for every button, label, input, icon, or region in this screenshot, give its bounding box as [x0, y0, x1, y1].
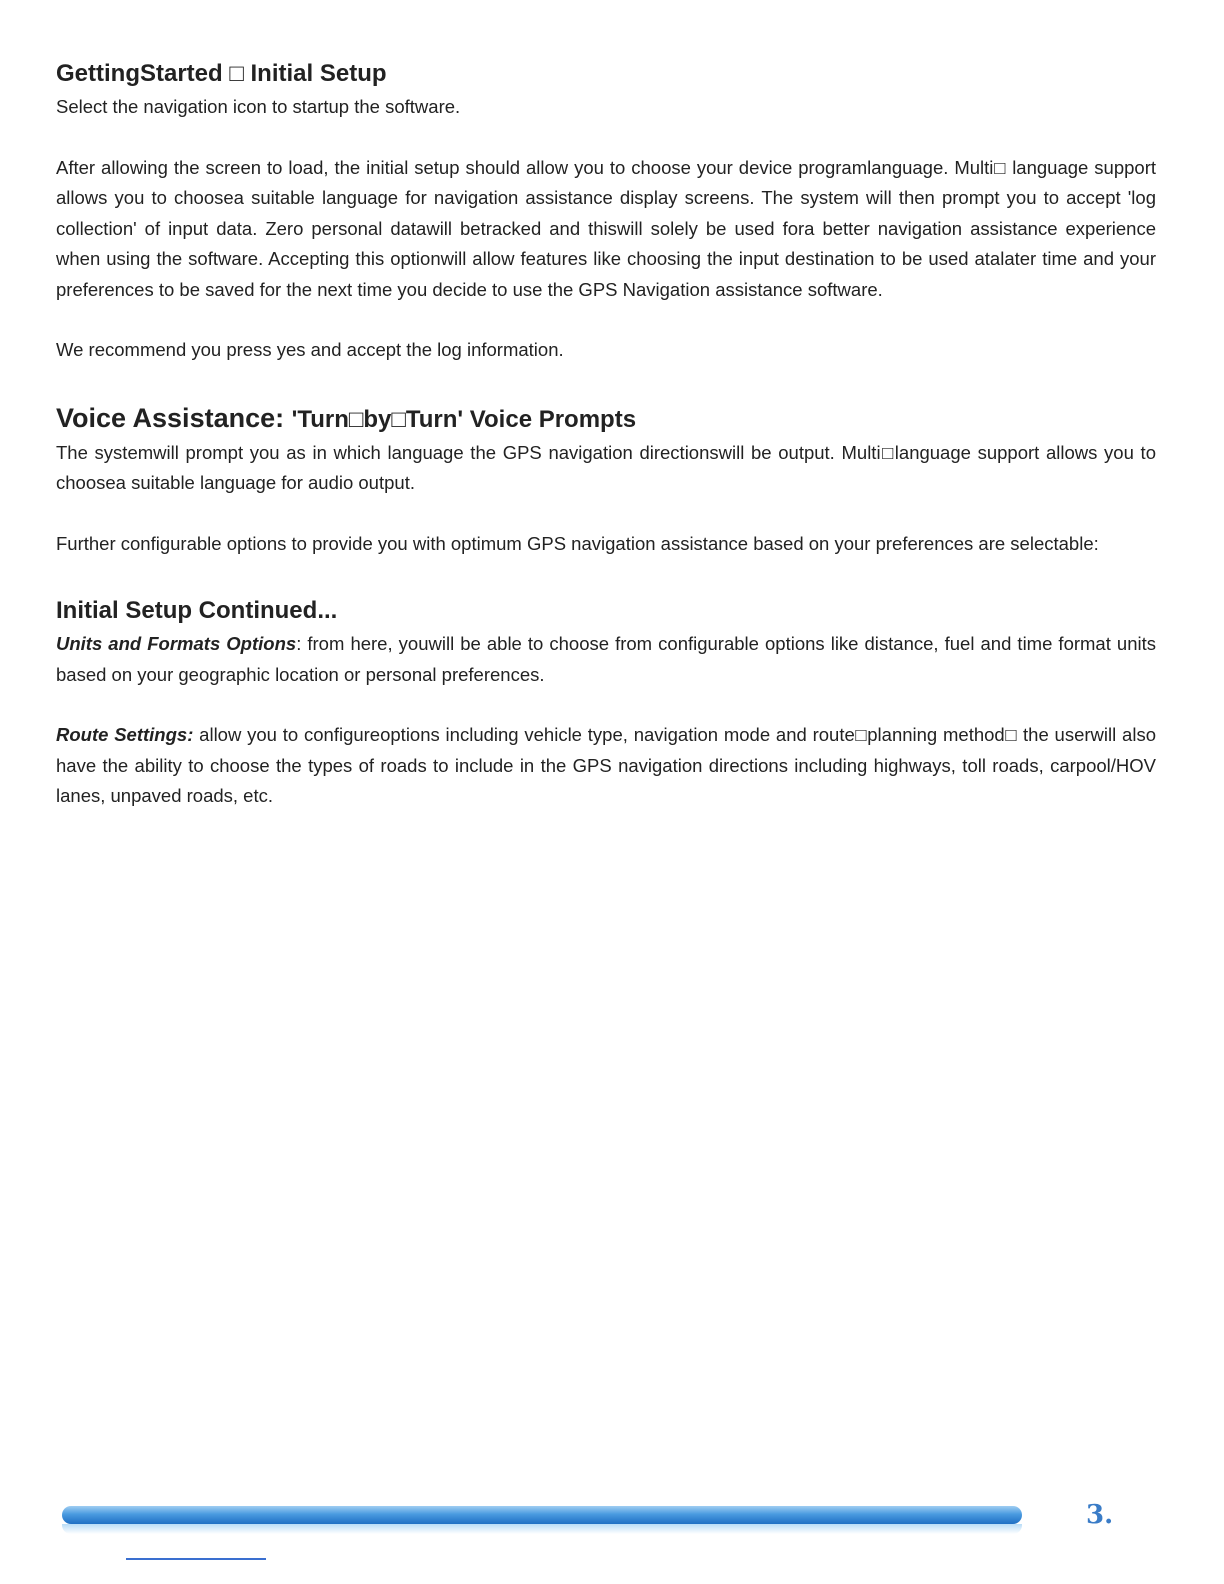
intro-paragraph: Select the navigation icon to startup the software.	[56, 96, 461, 117]
recommendation-paragraph: We recommend you press yes and accept the log information.	[56, 339, 564, 360]
configurable-options-paragraph: Further configurable options to provide you with optimum GPS navigation assistance based on your preferences are selectable:	[56, 532, 1099, 554]
heading-getting-started: GettingStarted □ Initial Setup	[56, 60, 387, 87]
heading-voice-assistance	[56, 400, 1156, 438]
route-settings-paragraph	[56, 720, 1156, 812]
footer-underline	[126, 1558, 266, 1560]
document-body	[56, 56, 1156, 812]
units-formats-text: : from here, youwill be able to choose from configurable options like distance, fuel and time format units based on your geographic location or personal preferences.	[56, 633, 1156, 685]
heading-voice-assistance-sub: 'Turn□by□Turn' Voice Prompts	[291, 405, 637, 433]
route-settings-text: allow you to configureoptions including vehicle type, navigation mode and route□planning method□ the userwill also have the ability to choose the types of roads to include in the GPS navigation directions including highways, toll roads, carpool/HOV lanes, unpaved roads, etc.	[56, 724, 1156, 806]
page-number: 3.	[1086, 1500, 1114, 1530]
heading-initial-setup-continued: Initial Setup Continued...	[56, 597, 338, 624]
heading-voice-assistance-main: Voice Assistance:	[56, 402, 285, 433]
footer-bar	[62, 1506, 1022, 1524]
route-settings-label: Route Settings:	[56, 724, 194, 745]
units-formats-label: Units and Formats Options	[56, 633, 297, 654]
initial-setup-paragraph: After allowing the screen to load, the initial setup should allow you to choose your device programlanguage. Multi□ language support allows you to choosea suitable language for navigation assistance display screens. The system will then prompt you to accept 'log collection' of input data. Zero personal datawill betracked and thiswill solely be used fora better navigation assistance experience when using the software. Accepting this optionwill allow features like choosing the input destination to be used atalater time and your preferences to be saved for the next time you decide to use the GPS Navigation assistance software.	[56, 156, 1156, 300]
units-formats-paragraph	[56, 629, 1156, 690]
voice-language-paragraph: The systemwill prompt you as in which language the GPS navigation directionswill be output. Multi□language support allows you to choosea suitable language for audio output.	[56, 441, 1156, 493]
footer-bar-reflection	[62, 1524, 1022, 1534]
